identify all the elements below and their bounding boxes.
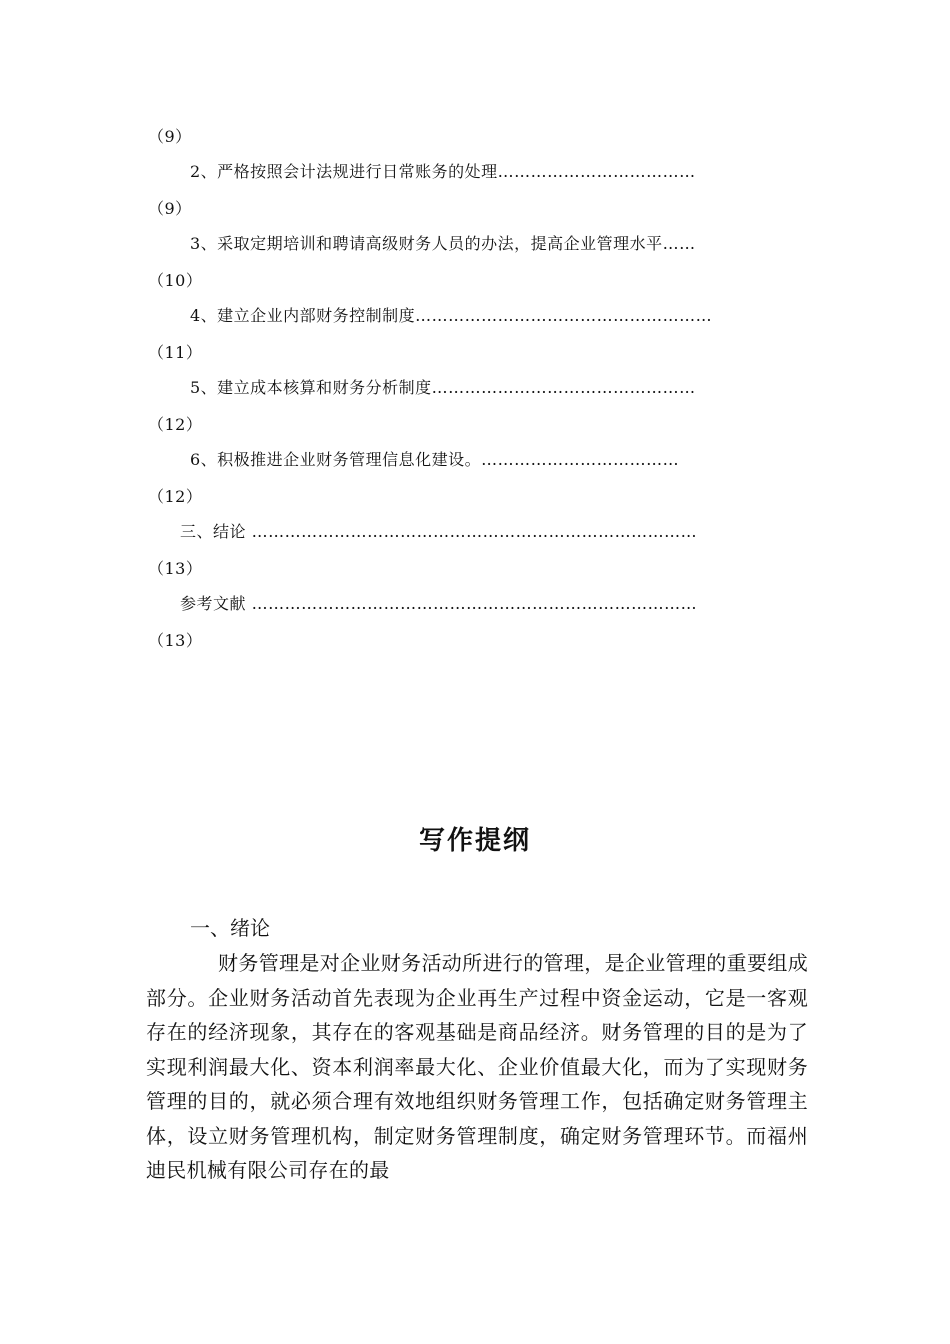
toc-entry: 2、严格按照会计法规进行日常账务的处理……………………………… xyxy=(190,162,696,181)
toc-page-number: （10） xyxy=(148,271,203,290)
toc-entry: 3、采取定期培训和聘请高级财务人员的办法，提高企业管理水平…… xyxy=(190,234,696,253)
toc-page-number: （9） xyxy=(148,199,192,218)
toc-page-number: （11） xyxy=(148,343,203,362)
section-heading: 一、绪论 xyxy=(190,916,270,940)
toc-entry: 参考文献 ……………………………………………………………………… xyxy=(180,594,698,613)
toc-entry: 5、建立成本核算和财务分析制度………………………………………… xyxy=(190,378,696,397)
toc-page-number: （9） xyxy=(148,127,192,146)
outline-title: 写作提纲 xyxy=(418,826,531,856)
toc-page-number: （13） xyxy=(148,631,203,650)
toc-page-number: （13） xyxy=(148,559,203,578)
toc-entry: 6、积极推进企业财务管理信息化建设。……………………………… xyxy=(190,450,680,469)
toc-page-number: （12） xyxy=(148,415,203,434)
toc-entry: 4、建立企业内部财务控制制度……………………………………………… xyxy=(190,306,713,325)
toc-entry: 三、结论 ……………………………………………………………………… xyxy=(180,522,698,541)
body-paragraph: 财务管理是对企业财务活动所进行的管理，是企业管理的重要组成部分。企业财务活动首先表现为企业再生产过程中资金运动，它是一客观存在的经济现象，其存在的客观基础是商品经济。财务管理的目的是为了实现利润最大化、资本利润率最大化、企业价值最大化，而为了实现财务管理的目的，就必须合理有效地组织财务管理工作，包括确定财务管理主体，设立财务管理机构，制定财务管理制度，确定财务管理环节。而福州迪民机械有限公司存在的最 xyxy=(146,951,808,1182)
toc-page-number: （12） xyxy=(148,487,203,506)
